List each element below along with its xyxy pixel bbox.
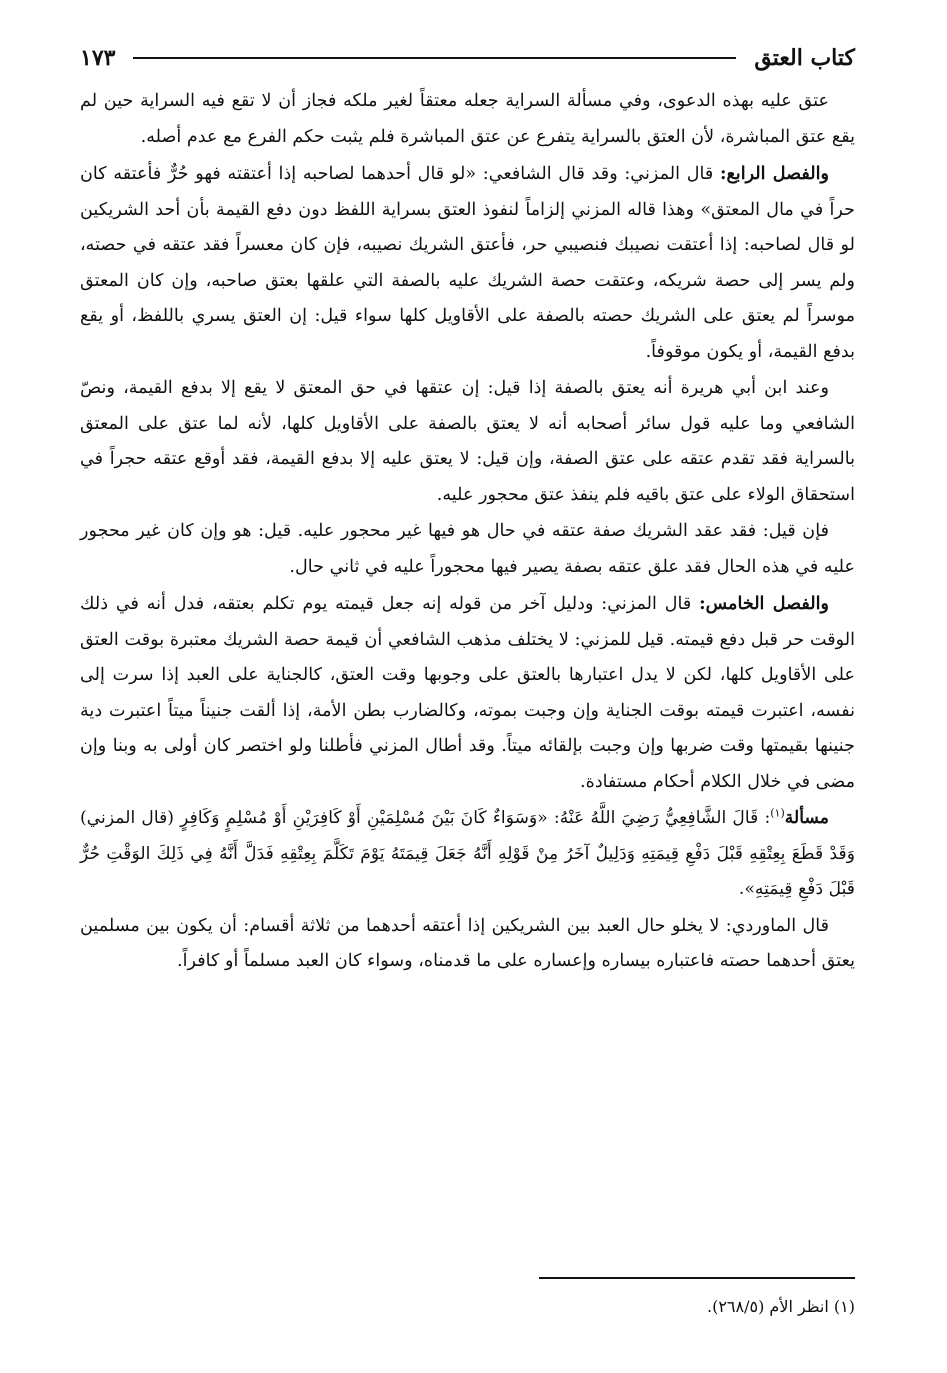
paragraph-5 (80, 586, 855, 800)
paragraph-6 (80, 801, 855, 908)
paragraph-7 (80, 909, 855, 980)
section-heading: والفصل الخامس: (699, 593, 830, 614)
footnote: (١) انظر الأم (٢٦٨/٥). (706, 1297, 855, 1316)
paragraph-text: وعند ابن أبي هريرة أنه يعتق بالصفة إذا قيل: إن عتقها في حق المعتق لا يقع إلا بدفع القيمة، ونصّ الشافعي وما عليه قول سائر أصحابه أنه لا يعتق بالصفة على الأقاويل كلها، لأنه لما عتق على المعتق بالسراية فقد تقدم عتقه على عتق الصفة، وإن قيل: لا يعتق عليه إلا بدفع القيمة، فقد أوقع عتقه حجراً في استحقاق الولاء على عتق باقيه فلم ينفذ عتق محجور عليه. (80, 378, 855, 505)
header-rule (133, 57, 736, 59)
page-number: ١٧٣ (80, 45, 116, 71)
page-body (80, 84, 855, 980)
paragraph-1 (80, 84, 855, 155)
paragraph-2 (80, 156, 855, 370)
paragraph-3 (80, 371, 855, 513)
footnote-rule (539, 1277, 855, 1279)
paragraph-text: فإن قيل: فقد عقد الشريك صفة عتقه في حال هو فيها غير محجور عليه. قيل: هو وإن كان غير محجور عليه في هذه الحال فقد علق عتقه بصفة يصير فيها محجوراً عليه في ثاني حال. (80, 521, 855, 577)
section-heading: والفصل الرابع: (719, 163, 830, 184)
paragraph-text: : قَالَ الشَّافِعِيُّ رَضِيَ اللَّهُ عَنْهُ: «وَسَوَاءٌ كَانَ بَيْنَ مُسْلِمَيْنِ أَوْ كَافِرَيْنِ أَوْ مُسْلِمٍ وَكَافِرٍ (قال المزني) وَقَدْ قَطَعَ بِعِتْقِهِ قَبْلَ دَفْعِ قِيمَتِهِ وَدَلِيلٌ آخَرُ مِنْ قَوْلِهِ أَنَّهُ جَعَلَ قِيمَتَهُ يَوْمَ تَكَلَّمَ بِعِتْقِهِ فَدَلَّ أَنَّهُ فِي ذَلِكَ الوَقْتِ حُرٌّ قَبْلَ دَفْعِ قِيمَتِهِ». (80, 808, 855, 899)
page-header (80, 38, 855, 78)
paragraph-text: قال المزني: وقد قال الشافعي: «لو قال أحدهما لصاحبه إذا أعتقته فهو حُرٌّ فأعتقه كان حراً في مال المعتق» وهذا قاله المزني إلزاماً لنفوذ العتق بسراية اللفظ دون دفع القيمة بأن أحد الشريكين لو قال لصاحبه: إذا أعتقت نصيبك فنصيبي حر، فأعتق الشريك نصيبه، فإن كان معسراً فقد عتقه في حصته، ولم يسر إلى حصة شريكه، وعتقت حصة الشريك عليه بالصفة التي علقها بعتق صاحبه، وإن كان المعتق موسراً لم يعتق على الشريك حصته بالصفة على الأقاويل كلها سواء قيل: إن العتق يسري باللفظ، أو يقع بدفع القيمة، أو يكون موقوفاً. (80, 164, 855, 362)
footnote-ref: (١) (770, 806, 785, 820)
paragraph-4 (80, 514, 855, 585)
paragraph-text: قال الماوردي: لا يخلو حال العبد بين الشريكين إذا أعتقه أحدهما من ثلاثة أقسام: أن يكون بين مسلمين يعتق أحدهما حصته فاعتباره بيساره وإعساره على ما قدمناه، وسواء كان العبد مسلماً أو كافراً. (80, 915, 855, 971)
paragraph-text: قال المزني: ودليل آخر من قوله إنه جعل قيمته يوم تكلم بعتقه، فدل أنه في ذلك الوقت حر قبل دفع قيمته. قيل للمزني: لا يختلف مذهب الشافعي أن قيمة حصة الشريك معتبرة بوقت العتق على الأقاويل كلها، لكن لا يدل اعتبارها بالعتق على وجوبها وقت العتق، كالجناية على العبد إذا سرت إلى نفسه، اعتبرت قيمته بوقت الجناية وإن وجبت بموته، وكالضارب بطن الأمة، إذا ألقت جنيناً ميتاً اعتبرت دية جنينها بقيمتها وقت ضربها وإن وجبت بإلقائه ميتاً. وقد أطال المزني فأطلنا ولو اختصر كان أولى به وبنا وإن مضى في خلال الكلام أحكام مستفادة. (80, 594, 855, 792)
book-title: كتاب العتق (754, 45, 855, 71)
paragraph-text: عتق عليه بهذه الدعوى، وفي مسألة السراية جعله معتقاً لغير ملكه فجاز أن لا تقع فيه السراية حين لم يقع عتق المباشرة، لأن العتق بالسراية يتفرع عن عتق المباشرة فلم يثبت حكم الفرع مع عدم أصله. (80, 91, 855, 147)
masala-heading: مسألة (784, 808, 829, 828)
